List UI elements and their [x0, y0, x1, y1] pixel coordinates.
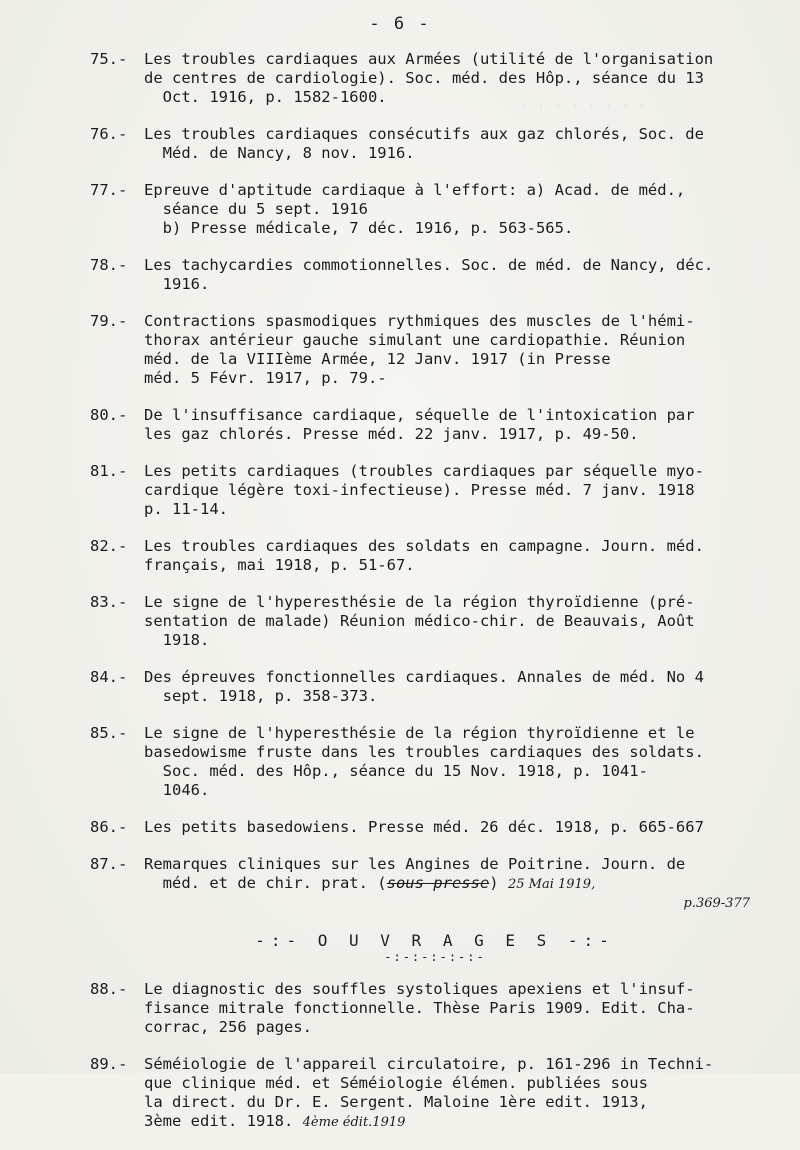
- bleed-through: . . . . . . . .: [520, 95, 647, 111]
- entry-number: 85.-: [90, 724, 128, 742]
- entry-line: Oct. 1916, p. 1582-1600.: [144, 88, 387, 106]
- bibliography-list: [90, 50, 780, 1150]
- entry-line: sept. 1918, p. 358-373.: [144, 687, 378, 705]
- entry-line: méd. de la VIIIème Armée, 12 Janv. 1917 (in Presse: [144, 350, 611, 368]
- handwritten-edition: 4ème édit.1919: [302, 1115, 406, 1130]
- entry-line: séance du 5 sept. 1916: [144, 200, 368, 218]
- entry-line: Méd. de Nancy, 8 nov. 1916.: [144, 144, 415, 162]
- entry-line: méd. 5 Févr. 1917, p. 79.-: [144, 369, 387, 387]
- entry-text: ): [489, 874, 508, 892]
- entry-line: Les troubles cardiaques des soldats en campagne. Journ. méd.: [144, 537, 704, 555]
- entry-number: 75.-: [90, 50, 128, 68]
- entry-number: 80.-: [90, 406, 128, 424]
- entry-text: méd. et de chir. prat. (: [144, 874, 387, 892]
- entry-line: [144, 874, 780, 894]
- entry-line: Contractions spasmodiques rythmiques des muscles de l'hémi-: [144, 312, 695, 330]
- list-item: [90, 125, 780, 163]
- entry-line: corrac, 256 pages.: [144, 1018, 312, 1036]
- list-item: [90, 593, 780, 650]
- entry-number: 88.-: [90, 980, 128, 998]
- entry-number: 79.-: [90, 312, 128, 330]
- entry-line: Epreuve d'aptitude cardiaque à l'effort: a) Acad. de méd.,: [144, 181, 686, 199]
- entry-line: thorax antérieur gauche simulant une cardiopathie. Réunion: [144, 331, 686, 349]
- handwritten-pages: p.369-377: [683, 896, 750, 911]
- list-item: [90, 312, 780, 388]
- entry-line: Le signe de l'hyperesthésie de la région thyroïdienne (pré-: [144, 593, 695, 611]
- entry-line: Les petits cardiaques (troubles cardiaques par séquelle myo-: [144, 462, 704, 480]
- page-number: - 6 -: [369, 14, 431, 34]
- list-item: [90, 181, 780, 238]
- entry-line: cardique légère toxi-infectieuse). Presse méd. 7 janv. 1918: [144, 481, 695, 499]
- entry-line: b) Presse médicale, 7 déc. 1916, p. 563-565.: [144, 219, 574, 237]
- entry-line: que clinique méd. et Séméiologie élémen. publiées sous: [144, 1074, 648, 1092]
- entry-number: 77.-: [90, 181, 128, 199]
- list-item: [90, 1055, 780, 1132]
- entry-number: 89.-: [90, 1055, 128, 1073]
- entry-number: 87.-: [90, 855, 128, 873]
- list-item: [90, 256, 780, 294]
- list-item: [90, 537, 780, 575]
- entry-line: Le diagnostic des souffles systoliques apexiens et l'insuf-: [144, 980, 695, 998]
- entry-line: Les petits basedowiens. Presse méd. 26 déc. 1918, p. 665-667: [144, 818, 704, 836]
- entry-line: p. 11-14.: [144, 500, 228, 518]
- entry-line: Le signe de l'hyperesthésie de la région thyroïdienne et le: [144, 724, 695, 742]
- list-item: [90, 462, 780, 519]
- entry-text: 3ème edit. 1918.: [144, 1112, 294, 1130]
- entry-number: 84.-: [90, 668, 128, 686]
- list-item: [90, 50, 780, 107]
- section-title: -:- O U V R A G E S -:-: [255, 931, 615, 950]
- entry-line: Des épreuves fonctionnelles cardiaques. Annales de méd. No 4: [144, 668, 704, 686]
- entry-line: 1916.: [144, 275, 210, 293]
- struck-text: sous presse: [386, 874, 490, 892]
- entry-number: 78.-: [90, 256, 128, 274]
- list-item: [90, 668, 780, 706]
- entry-line: 1918.: [144, 631, 210, 649]
- entry-line: Séméiologie de l'appareil circulatoire, p. 161-296 in Techni-: [144, 1055, 714, 1073]
- list-item: [90, 724, 780, 800]
- books-list: [90, 980, 780, 1037]
- entry-number: 83.-: [90, 593, 128, 611]
- list-item: [90, 855, 780, 913]
- entry-line: basedowisme fruste dans les troubles cardiaques des soldats.: [144, 743, 704, 761]
- list-item: [90, 818, 780, 837]
- entry-line: De l'insuffisance cardiaque, séquelle de l'intoxication par: [144, 406, 695, 424]
- entry-line: Les troubles cardiaques consécutifs aux gaz chlorés, Soc. de: [144, 125, 704, 143]
- list-item: [90, 980, 780, 1037]
- entry-line: la direct. du Dr. E. Sergent. Maloine 1ère edit. 1913,: [144, 1093, 648, 1111]
- entry-line: les gaz chlorés. Presse méd. 22 janv. 1917, p. 49-50.: [144, 425, 639, 443]
- articles-list: [90, 50, 780, 837]
- entry-number: 82.-: [90, 537, 128, 555]
- entry-line: [144, 1112, 780, 1132]
- entry-line: fisance mitrale fonctionnelle. Thèse Paris 1909. Edit. Cha-: [144, 999, 695, 1017]
- entry-line: français, mai 1918, p. 51-67.: [144, 556, 415, 574]
- entry-number: 81.-: [90, 462, 128, 480]
- entry-line: de centres de cardiologie). Soc. méd. des Hôp., séance du 13: [144, 69, 704, 87]
- entry-line: Les tachycardies commotionnelles. Soc. de méd. de Nancy, déc.: [144, 256, 714, 274]
- entry-line: 1046.: [144, 781, 210, 799]
- list-item: [90, 406, 780, 444]
- entry-line: Soc. méd. des Hôp., séance du 15 Nov. 1918, p. 1041-: [144, 762, 648, 780]
- section-rule: -:-:-:-:-:-: [384, 950, 486, 964]
- entry-line: Les troubles cardiaques aux Armées (utilité de l'organisation: [144, 50, 714, 68]
- handwritten-date: 25 Mai 1919,: [507, 877, 596, 892]
- entry-line: sentation de malade) Réunion médico-chir. de Beauvais, Août: [144, 612, 695, 630]
- entry-line: Remarques cliniques sur les Angines de Poitrine. Journ. de: [144, 855, 686, 873]
- entry-number: 76.-: [90, 125, 128, 143]
- entry-number: 86.-: [90, 818, 128, 836]
